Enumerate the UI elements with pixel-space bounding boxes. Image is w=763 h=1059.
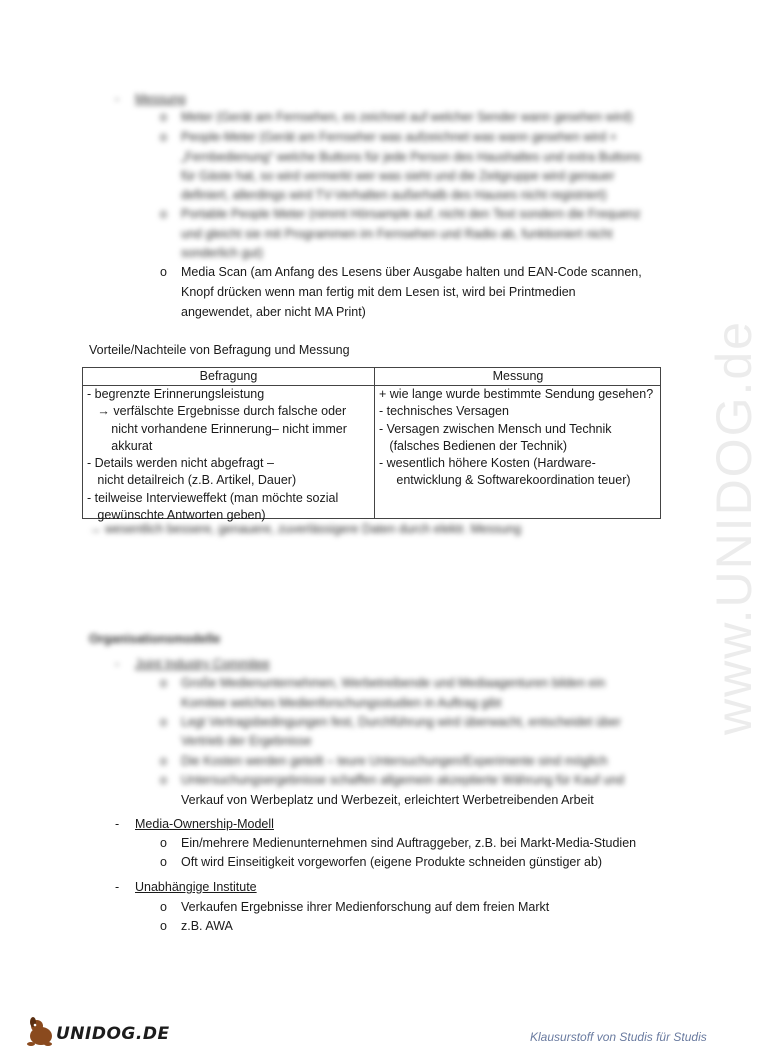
bullet-circle: o bbox=[160, 754, 167, 768]
bullet-circle: o bbox=[160, 265, 167, 279]
messung-item-ppm-line1: Portable People Meter (nimmt Hörsample auf, nicht den Text sondern die Frequenz bbox=[181, 207, 641, 221]
bullet-circle: o bbox=[160, 773, 167, 787]
table-line: - begrenzte Erinnerungsleistung bbox=[87, 387, 265, 401]
jic-heading: Joint Industry Commitee bbox=[135, 657, 270, 671]
bullet-circle: o bbox=[160, 130, 167, 144]
bullet-circle: o bbox=[160, 855, 167, 869]
jic-item-1-line1: Große Medienunternehmen, Werbetreibende und Mediaagenturen bilden ein bbox=[181, 676, 606, 690]
table-line: nicht vorhandene Erinnerung– nicht immer bbox=[87, 421, 347, 436]
messung-item-ppm-line2: und gleicht sie mit Programmen im Fernsehen und Radio ab, funktioniert nicht bbox=[181, 227, 613, 241]
messung-item-mediascan-line3: angewendet, aber nicht MA Print) bbox=[181, 305, 366, 319]
table-header-messung: Messung bbox=[375, 368, 661, 386]
jic-item-3: Die Kosten werden geteilt – teure Untersuchungen/Experimente sind möglich bbox=[181, 754, 608, 768]
messung-item-mediascan-line1: Media Scan (am Anfang des Lesens über Ausgabe halten und EAN-Code scannen, bbox=[181, 265, 642, 279]
messung-heading: Messung bbox=[135, 92, 186, 106]
unidog-logo[interactable] bbox=[26, 1016, 170, 1053]
logo-text: UNIDOG.DE bbox=[56, 1024, 170, 1044]
table-line: (falsches Bedienen der Technik) bbox=[379, 438, 568, 453]
bullet-dash: - bbox=[115, 92, 120, 106]
mom-item-2: Oft wird Einseitigkeit vorgeworfen (eigene Produkte schneiden günstiger ab) bbox=[181, 855, 603, 869]
table-divider bbox=[374, 368, 375, 518]
table-line: gewünschte Antworten geben) bbox=[87, 508, 266, 523]
mom-heading: Media-Ownership-Modell bbox=[135, 817, 274, 831]
table-line: entwicklung & Softwarekoordination teuer) bbox=[379, 473, 631, 488]
mom-item-1: Ein/mehrere Medienunternehmen sind Auftraggeber, z.B. bei Markt-Media-Studien bbox=[181, 836, 637, 850]
ui-item-1: Verkaufen Ergebnisse ihrer Medienforschung auf dem freien Markt bbox=[181, 900, 550, 914]
org-heading: Organisationsmodelle bbox=[89, 632, 221, 646]
jic-item-4-line1: Untersuchungsergebnisse schaffen allgemein akzeptierte Währung für Kauf und bbox=[181, 773, 625, 787]
messung-item-people-meter-line2: „Fernbedienung“ welche Buttons für jede Person des Haushaltes und extra Buttons bbox=[181, 150, 641, 164]
table-line: → verfälschte Ergebnisse durch falsche oder bbox=[87, 404, 347, 419]
table-line: - Details werden nicht abgefragt – bbox=[87, 456, 274, 471]
bullet-dash: - bbox=[115, 657, 120, 671]
messung-item-people-meter-line4: definiert, allerdings wird TV-Verhalten außerhalb des Hauses nicht registriert) bbox=[181, 188, 607, 202]
messung-item-ppm-line3: sonderlich gut) bbox=[181, 246, 263, 260]
jic-item-2-line2: Vertrieb der Ergebnisse bbox=[181, 734, 312, 748]
bullet-circle: o bbox=[160, 110, 167, 124]
bullet-dash: - bbox=[115, 817, 120, 831]
table-title: Vorteile/Nachteile von Befragung und Messung bbox=[89, 343, 350, 357]
table-line: nicht detailreich (z.B. Artikel, Dauer) bbox=[87, 473, 297, 488]
bullet-circle: o bbox=[160, 919, 167, 933]
table-cell-befragung bbox=[87, 386, 347, 524]
table-line: - Versagen zwischen Mensch und Technik bbox=[379, 421, 612, 436]
table-conclusion: → wesentlich bessere, genauere, zuverlässigere Daten durch elektr. Messung bbox=[89, 522, 522, 536]
messung-item-people-meter-line1: People-Meter (Gerät am Fernseher was aufzeichnet was wann gesehen wird + bbox=[181, 130, 617, 144]
ui-heading: Unabhängige Institute bbox=[135, 880, 257, 894]
messung-item-people-meter-line3: für Gäste hat, so wird vermerkt wer was sieht und die Zeitgruppe wird genauer bbox=[181, 169, 615, 183]
comparison-table bbox=[82, 367, 661, 523]
messung-item-mediascan-line2: Knopf drücken wenn man fertig mit dem Lesen ist, wird bei Printmedien bbox=[181, 285, 576, 299]
bullet-circle: o bbox=[160, 900, 167, 914]
bullet-circle: o bbox=[160, 207, 167, 221]
watermark: www.UNIDOG.de bbox=[706, 320, 762, 735]
table-line: - wesentlich höhere Kosten (Hardware- bbox=[379, 456, 596, 471]
table-line: + wie lange wurde bestimmte Sendung gesehen? bbox=[379, 387, 654, 401]
table-line: - teilweise Interviewеffekt (man möchte sozial bbox=[87, 490, 339, 505]
jic-item-2-line1: Legt Vertragsbedingungen fest, Durchführung wird überwacht, entscheidet über bbox=[181, 715, 621, 729]
bullet-circle: o bbox=[160, 676, 167, 690]
table-line: - technisches Versagen bbox=[379, 404, 509, 419]
bullet-circle: o bbox=[160, 715, 167, 729]
footer-tagline: Klausurstoff von Studis für Studis bbox=[530, 1030, 707, 1044]
bullet-circle: o bbox=[160, 836, 167, 850]
table-cell-messung bbox=[379, 386, 653, 490]
table-line: akkurat bbox=[87, 438, 153, 453]
jic-item-1-line2: Komitee welches Medienforschungsstudien in Auftrag gibt bbox=[181, 696, 502, 710]
bullet-dash: - bbox=[115, 880, 120, 894]
table-header-befragung: Befragung bbox=[83, 368, 374, 386]
ui-item-2: z.B. AWA bbox=[181, 919, 233, 933]
messung-item-meter: Meter (Gerät am Fernsehen, es zeichnet auf welcher Sender wann gesehen wird) bbox=[181, 110, 633, 124]
jic-item-4-line2: Verkauf von Werbeplatz und Werbezeit, erleichtert Werbetreibenden Arbeit bbox=[181, 793, 594, 807]
